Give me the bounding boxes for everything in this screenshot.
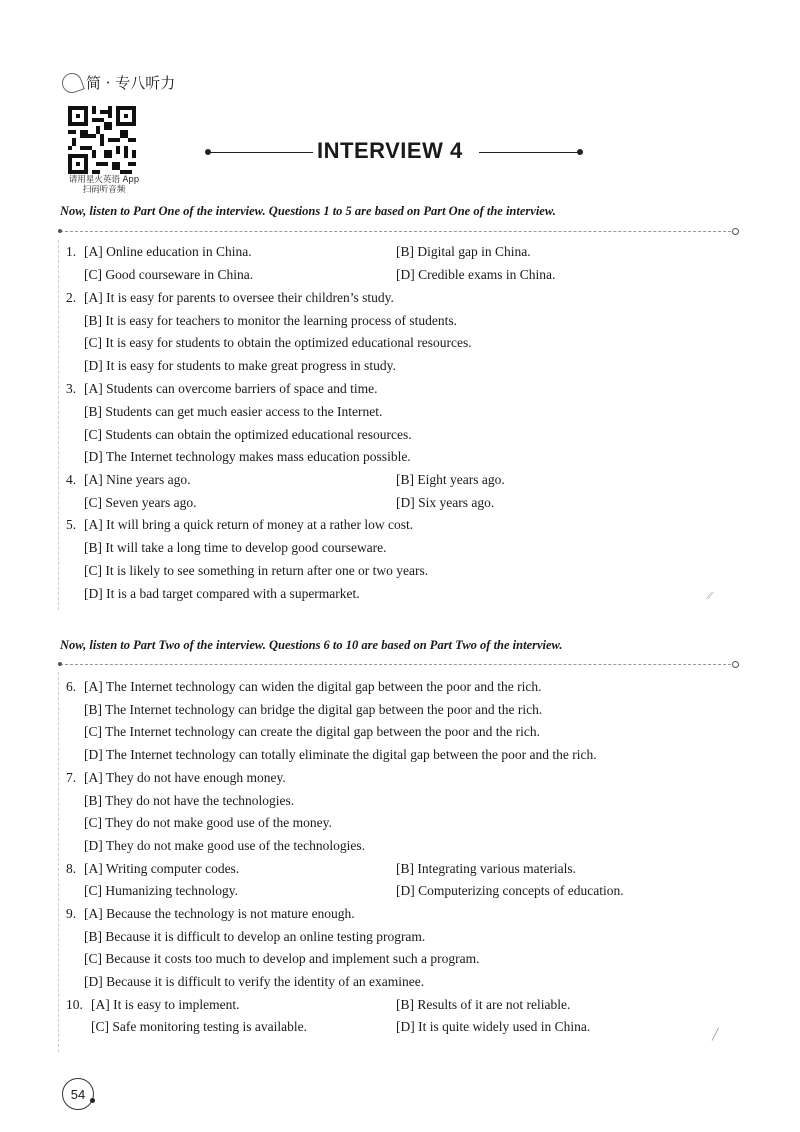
part-one-instruction: Now, listen to Part One of the interview. Questions 1 to 5 are based on Part One of the interview.	[60, 204, 556, 218]
q6-option-b[interactable]: [B] The Internet technology can bridge the digital gap between the poor and the rich.	[84, 702, 543, 717]
pencil-mark-icon: ╱	[712, 1029, 719, 1041]
q5-option-c[interactable]: [C] It is likely to see something in return after one or two years.	[84, 563, 429, 578]
qr-caption-line1: 请用星火英语 App	[68, 175, 140, 185]
q8-option-a[interactable]: [A] Writing computer codes.	[84, 861, 240, 876]
q3-option-c[interactable]: [C] Students can obtain the optimized educational resources.	[84, 427, 412, 442]
q6-option-c[interactable]: [C] The Internet technology can create the digital gap between the poor and the rich.	[84, 724, 540, 739]
part-one-separator	[60, 231, 736, 232]
qr-code-icon[interactable]	[68, 106, 136, 174]
qr-caption	[60, 175, 148, 195]
page-title: INTERVIEW 4	[317, 138, 463, 163]
q6-num: 6.	[66, 679, 77, 694]
q6-option-a[interactable]: [A] The Internet technology can widen the digital gap between the poor and the rich.	[84, 679, 542, 694]
q9-num: 9.	[66, 906, 77, 921]
pencil-mark-icon: ⁄⁄	[708, 590, 712, 602]
q5-num: 5.	[66, 517, 77, 532]
q3-option-d[interactable]: [D] The Internet technology makes mass education possible.	[84, 449, 411, 464]
q5-option-b[interactable]: [B] It will take a long time to develop good courseware.	[84, 540, 387, 555]
part-two-separator	[60, 664, 736, 665]
q5-option-d[interactable]: [D] It is a bad target compared with a supermarket.	[84, 586, 360, 601]
q10-option-b[interactable]: [B] Results of it are not reliable.	[396, 997, 571, 1012]
q2-option-d[interactable]: [D] It is easy for students to make great progress in study.	[84, 358, 396, 373]
q4-option-d[interactable]: [D] Six years ago.	[396, 495, 495, 510]
title-left-rule	[209, 152, 313, 153]
q2-option-a[interactable]: [A] It is easy for parents to oversee their children’s study.	[84, 290, 394, 305]
title-block	[205, 138, 585, 168]
q10-option-a[interactable]: [A] It is easy to implement.	[91, 997, 240, 1012]
q1-option-c[interactable]: [C] Good courseware in China.	[84, 267, 254, 282]
separator-dot-right	[732, 228, 739, 235]
q7-option-d[interactable]: [D] They do not make good use of the technologies.	[84, 838, 365, 853]
q10-option-c[interactable]: [C] Safe monitoring testing is available.	[91, 1019, 307, 1034]
q1-option-a[interactable]: [A] Online education in China.	[84, 244, 252, 259]
q2-option-c[interactable]: [C] It is easy for students to obtain the optimized educational resources.	[84, 335, 472, 350]
q4-option-a[interactable]: [A] Nine years ago.	[84, 472, 191, 487]
q7-option-a[interactable]: [A] They do not have enough money.	[84, 770, 286, 785]
title-right-dot	[577, 149, 583, 155]
q9-option-c[interactable]: [C] Because it costs too much to develop and implement such a program.	[84, 951, 480, 966]
leaf-logo-icon	[59, 70, 85, 96]
separator-dot-left	[58, 229, 62, 233]
part-two-instruction: Now, listen to Part Two of the interview. Questions 6 to 10 are based on Part Two of the interview.	[60, 638, 563, 652]
q8-num: 8.	[66, 861, 77, 876]
title-right-rule	[479, 152, 579, 153]
separator-dot-left	[58, 662, 62, 666]
left-margin-rule	[58, 240, 59, 610]
q2-option-b[interactable]: [B] It is easy for teachers to monitor the learning process of students.	[84, 313, 458, 328]
q4-option-b[interactable]: [B] Eight years ago.	[396, 472, 505, 487]
separator-dot-right	[732, 661, 739, 668]
q3-num: 3.	[66, 381, 77, 396]
q8-option-b[interactable]: [B] Integrating various materials.	[396, 861, 576, 876]
q10-option-d[interactable]: [D] It is quite widely used in China.	[396, 1019, 591, 1034]
q1-num: 1.	[66, 244, 77, 259]
page-number-dot	[90, 1098, 95, 1103]
q3-option-a[interactable]: [A] Students can overcome barriers of space and time.	[84, 381, 378, 396]
q7-num: 7.	[66, 770, 77, 785]
q7-option-b[interactable]: [B] They do not have the technologies.	[84, 793, 295, 808]
q10-num: 10.	[66, 997, 83, 1012]
left-margin-rule	[58, 672, 59, 1052]
q4-num: 4.	[66, 472, 77, 487]
q6-option-d[interactable]: [D] The Internet technology can totally eliminate the digital gap between the poor and the rich.	[84, 747, 597, 762]
q8-option-d[interactable]: [D] Computerizing concepts of education.	[396, 883, 624, 898]
q9-option-b[interactable]: [B] Because it is difficult to develop an online testing program.	[84, 929, 426, 944]
q1-option-d[interactable]: [D] Credible exams in China.	[396, 267, 556, 282]
q4-option-c[interactable]: [C] Seven years ago.	[84, 495, 197, 510]
q9-option-d[interactable]: [D] Because it is difficult to verify the identity of an examinee.	[84, 974, 425, 989]
q2-num: 2.	[66, 290, 77, 305]
q3-option-b[interactable]: [B] Students can get much easier access to the Internet.	[84, 404, 383, 419]
q7-option-c[interactable]: [C] They do not make good use of the money.	[84, 815, 332, 830]
brand-text: 简 · 专八听力	[86, 74, 176, 92]
q1-option-b[interactable]: [B] Digital gap in China.	[396, 244, 531, 259]
qr-caption-line2: 扫码听音频	[82, 185, 126, 195]
q8-option-c[interactable]: [C] Humanizing technology.	[84, 883, 238, 898]
q9-option-a[interactable]: [A] Because the technology is not mature enough.	[84, 906, 355, 921]
page-number: 54	[62, 1078, 94, 1110]
q5-option-a[interactable]: [A] It will bring a quick return of money at a rather low cost.	[84, 517, 414, 532]
header-brand	[62, 72, 175, 93]
